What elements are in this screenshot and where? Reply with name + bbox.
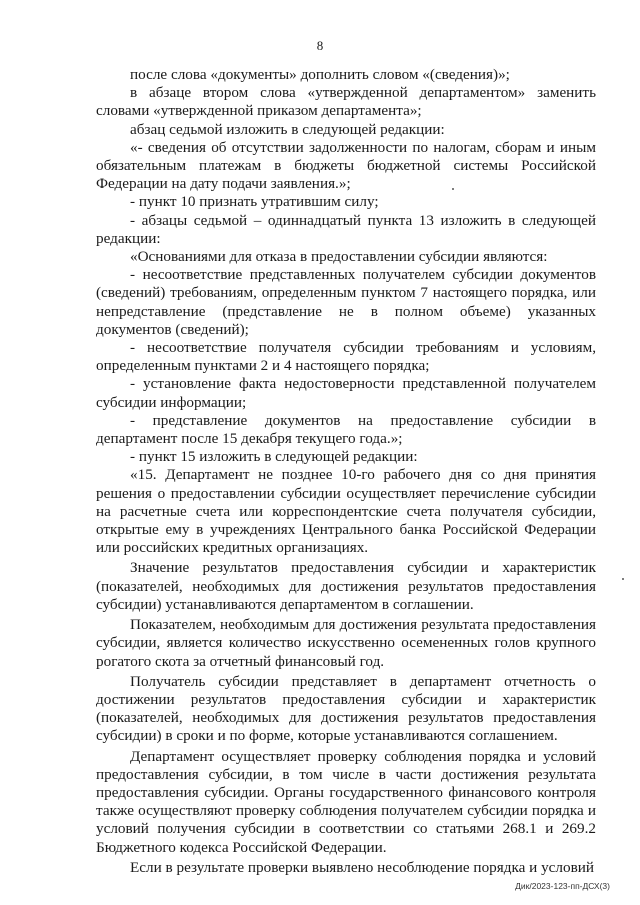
- paragraph: - абзацы седьмой – одиннадцатый пункта 13 изложить в следующей редакции:: [96, 211, 596, 247]
- paragraph: - несоответствие получателя субсидии требованиям и условиям, определенным пунктами 2 и 4 настоящего порядка;: [96, 339, 596, 375]
- paragraph: Если в результате проверки выявлено несоблюдение порядка и условий: [130, 858, 595, 876]
- paragraph: - пункт 15 изложить в следующей редакции:: [130, 448, 418, 466]
- paragraph: «- сведения об отсутствии задолженности по налогам, сборам и иным обязательным платежам в бюджеты бюджетной системы Российской Федерации на дату подачи заявления.»;: [96, 138, 596, 193]
- paragraph: «Основаниями для отказа в предоставлении субсидии являются:: [130, 248, 548, 266]
- paragraph: абзац седьмой изложить в следующей редакции:: [130, 120, 445, 138]
- paragraph: - пункт 10 признать утратившим силу;: [130, 193, 379, 211]
- body-text: [96, 66, 596, 877]
- paragraph: «15. Департамент не позднее 10-го рабочего дня со дня принятия решения о предоставлении субсидии осуществляет перечисление субсидии на расчетные счета или корреспондентские счета получателя субсидии, открытые ему в учреждениях Центрального банка Российской Федерации или российских кредитных организациях.: [96, 466, 596, 557]
- paragraph: после слова «документы» дополнить словом «(сведения)»;: [130, 66, 510, 83]
- paragraph: - установление факта недостоверности представленной получателем субсидии информации;: [96, 375, 596, 411]
- scan-speck: [622, 578, 624, 580]
- paragraph: Значение результатов предоставления субсидии и характеристик (показателей, необходимых для достижения результатов предоставления субсидии) устанавливаются департаментом в соглашении.: [96, 559, 596, 613]
- paragraph: в абзаце втором слова «утвержденной департаментом» заменить словами «утвержденной приказом департамента»;: [96, 84, 596, 120]
- paragraph: Получатель субсидии представляет в департамент отчетность о достижении результатов предоставления субсидии и характеристик (показателей, необходимых для достижения результатов предоставления субсидии) в сроки и по форме, которые устанавливаются соглашением.: [96, 672, 596, 745]
- page-number: 8: [316, 38, 324, 53]
- scan-speck: [452, 188, 454, 190]
- paragraph: Показателем, необходимым для достижения результата предоставления субсидии, является количество искусственно осемененных голов крупного рогатого скота за отчетный финансовый год.: [96, 616, 596, 670]
- paragraph: - несоответствие представленных получателем субсидии документов (сведений) требованиям, определенным пунктом 7 настоящего порядка, или непредставление (представление не в полном объеме) указанных документов (сведений);: [96, 266, 596, 338]
- paragraph: Департамент осуществляет проверку соблюдения порядка и условий предоставления субсидии, в том числе в части достижения результата предоставления субсидии. Органы государственного финансового контроля также осуществляют проверку соблюдения получателем субсидии порядка и условий получения субсидии в соответствии со статьями 268.1 и 269.2 Бюджетного кодекса Российской Федерации.: [96, 747, 596, 856]
- paragraph: - представление документов на предоставление субсидии в департамент после 15 декабря текущего года.»;: [96, 411, 596, 448]
- document-code: Дик/2023-123-пп-ДСХ(3): [515, 881, 610, 891]
